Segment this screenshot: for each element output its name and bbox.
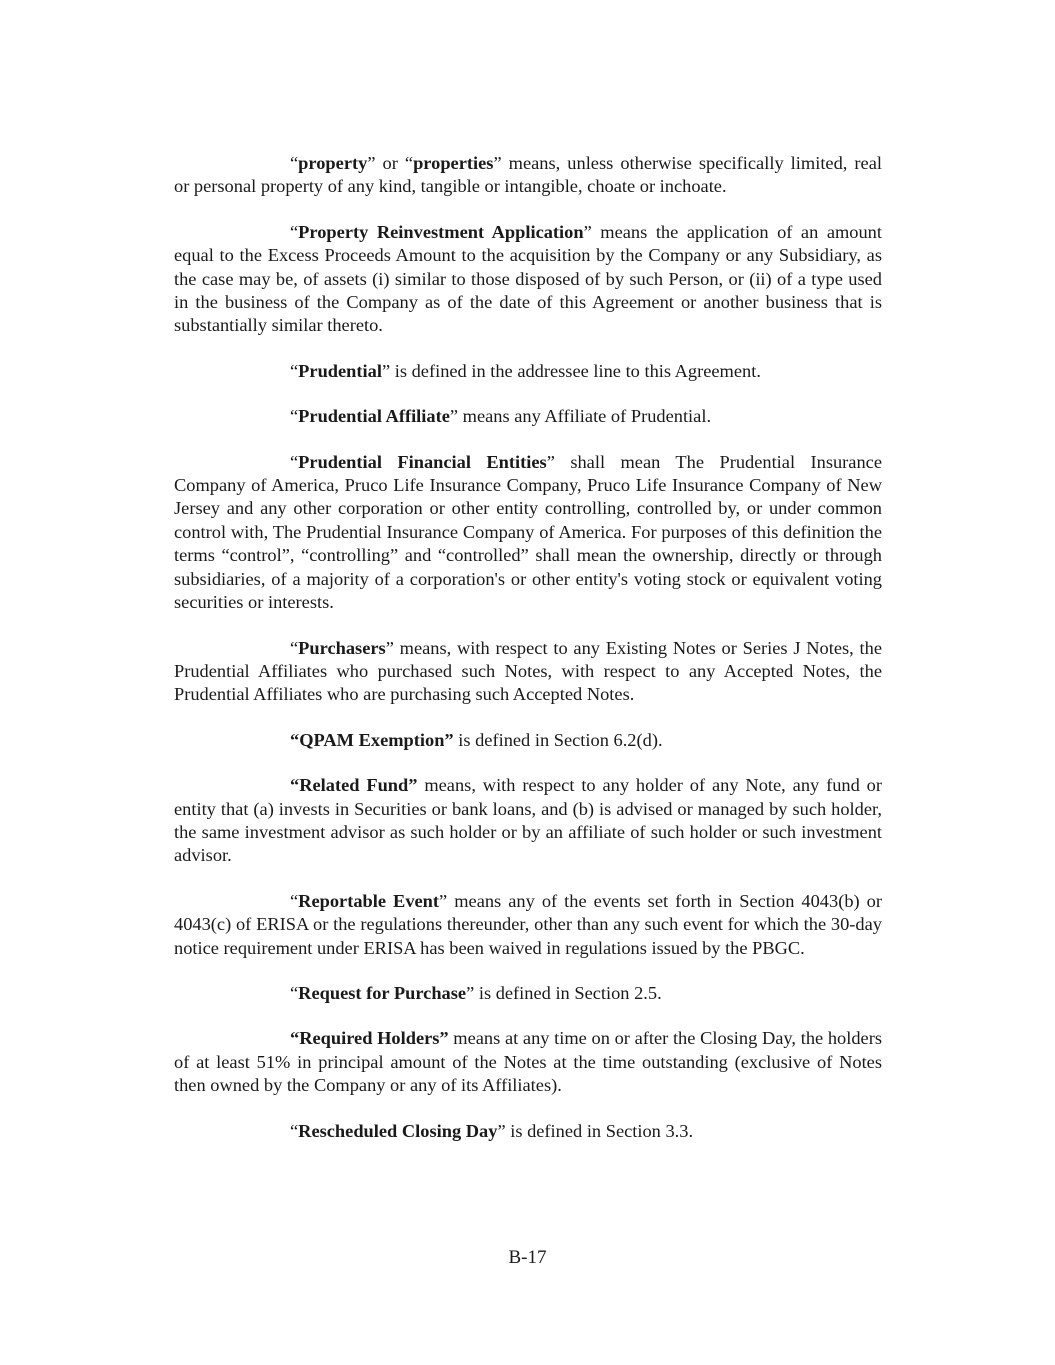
definition-property: “property” or “properties” means, unless otherwise specifically limited, real or personal property of any kind, tangible or intangible, choate or inchoate. xyxy=(174,153,882,197)
defined-term: Rescheduled Closing Day xyxy=(298,1120,498,1141)
defined-term: “Related Fund” xyxy=(290,775,418,796)
definition-property-reinvestment-application: “Property Reinvestment Application” means the application of an amount equal to the Excess Proceeds Amount to the acquisition by the Company or any Subsidiary, as the case may be, of assets (i) similar to those disposed of by such Person, or (ii) of a type used in the business of the Company as of the date of this Agreement or another business that is substantially similar thereto. xyxy=(174,221,882,336)
definition-prudential-financial-entities: “Prudential Financial Entities” shall mean The Prudential Insurance Company of America, Pruco Life Insurance Company, Pruco Life Insurance Company of New Jersey and any other corporation or other entity controlling, controlled by, or under common control with, The Prudential Insurance Company of America. For purposes of this definition the terms “control”, “controlling” and “controlled” shall mean the ownership, directly or through subsidiaries, of a majority of a corporation's or other entity's voting stock or equivalent voting securities or interests. xyxy=(174,451,882,613)
definition-prudential-affiliate: “Prudential Affiliate” means any Affiliate of Prudential. xyxy=(290,406,712,427)
definitions-list xyxy=(174,152,882,1165)
definition-qpam-exemption xyxy=(174,729,882,752)
defined-term: Reportable Event xyxy=(298,890,440,911)
definition-body: is defined in Section 3.3. xyxy=(505,1120,694,1141)
definition-body: shall mean The Prudential Insurance Company of America, Pruco Life Insurance Company, Pruco Life Insurance Company of New Jersey and any other corporation or other entity controlling, controlled by, or under common control with, The Prudential Insurance Company of America. For purposes of this definition the terms “control”, “controlling” and “controlled” shall mean the ownership, directly or through subsidiaries, of a majority of a corporation's or other entity's voting stock or equivalent voting securities or interests. xyxy=(174,451,882,613)
definition-prudential: “Prudential” is defined in the addressee line to this Agreement. xyxy=(290,360,761,381)
defined-term: “Required Holders” xyxy=(290,1028,449,1049)
definition-body: means, unless otherwise specifically limited, real or personal property of any kind, tangible or intangible, choate or inchoate. xyxy=(174,153,882,197)
defined-term: Prudential xyxy=(298,360,382,381)
definition-related-fund xyxy=(174,774,882,868)
defined-term: Property Reinvestment Application xyxy=(298,221,584,242)
definition-body: is defined in the addressee line to this Agreement. xyxy=(390,360,761,381)
definition-required-holders xyxy=(174,1027,882,1097)
definition-body: means any of the events set forth in Section 4043(b) or 4043(c) of ERISA or the regulations thereunder, other than any such event for which the 30-day notice requirement under ERISA has been waived in regulations issued by the PBGC. xyxy=(174,890,882,958)
definition-request-for-purchase: “Request for Purchase” is defined in Section 2.5. xyxy=(290,982,662,1003)
definition-body: is defined in Section 6.2(d). xyxy=(453,729,663,750)
defined-term: property xyxy=(298,153,368,173)
definition-body: means at any time on or after the Closing Day, the holders of at least 51% in principal amount of the Notes at the time outstanding (exclusive of Notes then owned by the Company or any of its Affiliates). xyxy=(174,1028,882,1096)
definition-body: means, with respect to any holder of any Note, any fund or entity that (a) invests in Securities or bank loans, and (b) is advised or managed by such holder, the same investment advisor as such holder or by an affiliate of such holder or such investment advisor. xyxy=(174,775,882,866)
definition-rescheduled-closing-day: “Rescheduled Closing Day” is defined in Section 3.3. xyxy=(290,1120,694,1141)
defined-term: “QPAM Exemption” xyxy=(290,729,454,750)
definition-body: means, with respect to any Existing Notes or Series J Notes, the Prudential Affiliates who purchased such Notes, with respect to any Accepted Notes, the Prudential Affiliates who are purchasing such Accepted Notes. xyxy=(174,637,882,705)
page-number: B-17 xyxy=(508,1247,547,1268)
definition-body: is defined in Section 2.5. xyxy=(474,982,662,1003)
definition-purchasers: “Purchasers” means, with respect to any Existing Notes or Series J Notes, the Prudential Affiliates who purchased such Notes, with respect to any Accepted Notes, the Prudential Affiliates who are purchasing such Accepted Notes. xyxy=(174,637,882,705)
defined-term: Request for Purchase xyxy=(298,982,467,1003)
defined-term: Prudential Financial Entities xyxy=(298,451,547,472)
defined-term: Purchasers xyxy=(298,637,386,658)
defined-term: Prudential Affiliate xyxy=(298,406,450,427)
defined-term: properties xyxy=(413,153,494,173)
definition-body: means the application of an amount equal to the Excess Proceeds Amount to the acquisition by the Company or any Subsidiary, as the case may be, of assets (i) similar to those disposed of by such Person, or (ii) of a type used in the business of the Company as of the date of this Agreement or another business that is substantially similar thereto. xyxy=(174,221,882,336)
definition-reportable-event: “Reportable Event” means any of the events set forth in Section 4043(b) or 4043(c) of ERISA or the regulations thereunder, other than any such event for which the 30-day notice requirement under ERISA has been waived in regulations issued by the PBGC. xyxy=(174,890,882,958)
definition-body: means any Affiliate of Prudential. xyxy=(458,406,712,427)
